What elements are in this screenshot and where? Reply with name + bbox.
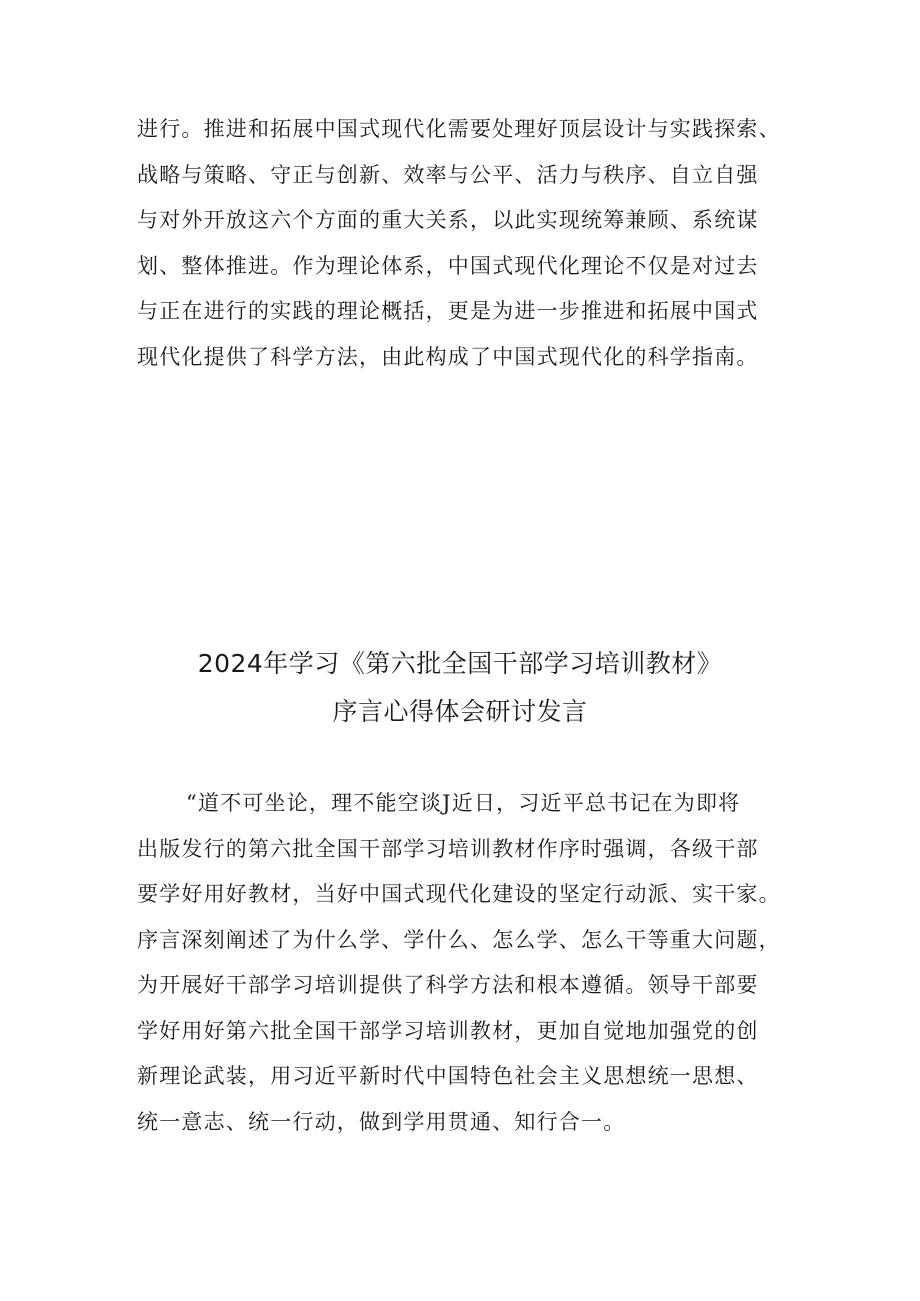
text-line: “道不可坐论，理不能空谈J近日，习近平总书记在为即将 (186, 791, 741, 815)
text-line: 战略与策略、守正与创新、效率与公平、活力与秩序、自立自强 (137, 162, 759, 187)
text-line: 为开展好干部学习培训提供了科学方法和根本遵循。领导干部要 (137, 973, 759, 997)
text-line: 序言深刻阐述了为什么学、学什么、怎么学、怎么干等重大问题， (137, 927, 781, 952)
text-line: 与对外开放这六个方面的重大关系，以此实现统筹兼顾、系统谋 (137, 208, 759, 232)
text-line: 统一意志、统一行动，做到学用贯通、知行合一。 (137, 1109, 626, 1134)
article-title-line-1: 2024年学习《第六批全国干部学习培训教材》 (197, 649, 723, 678)
text-line: 划、整体推进。作为理论体系，中国式现代化理论不仅是对过去 (137, 253, 759, 278)
article-title-line-2: 序言心得体会研讨发言 (332, 697, 588, 726)
text-line: 进行。推进和拓展中国式现代化需要处理好顶层设计与实践探索、 (137, 117, 781, 141)
continuation-paragraph (137, 107, 792, 380)
article-paragraph (137, 781, 792, 1145)
text-line: 与正在进行的实践的理论概括，更是为进一步推进和拓展中国式 (137, 299, 759, 323)
text-line: 新理论武装，用习近平新时代中国特色社会主义思想统一思想、 (137, 1064, 759, 1088)
text-line: 出版发行的第六批全国干部学习培训教材作序时强调，各级干部 (137, 836, 759, 861)
text-line: 要学好用好教材，当好中国式现代化建设的坚定行动派、实干家。 (137, 882, 781, 906)
text-line: 学好用好第六批全国干部学习培训教材，更加自觉地加强党的创 (137, 1018, 759, 1043)
text-line: 现代化提供了科学方法，由此构成了中国式现代化的科学指南。 (137, 344, 759, 369)
